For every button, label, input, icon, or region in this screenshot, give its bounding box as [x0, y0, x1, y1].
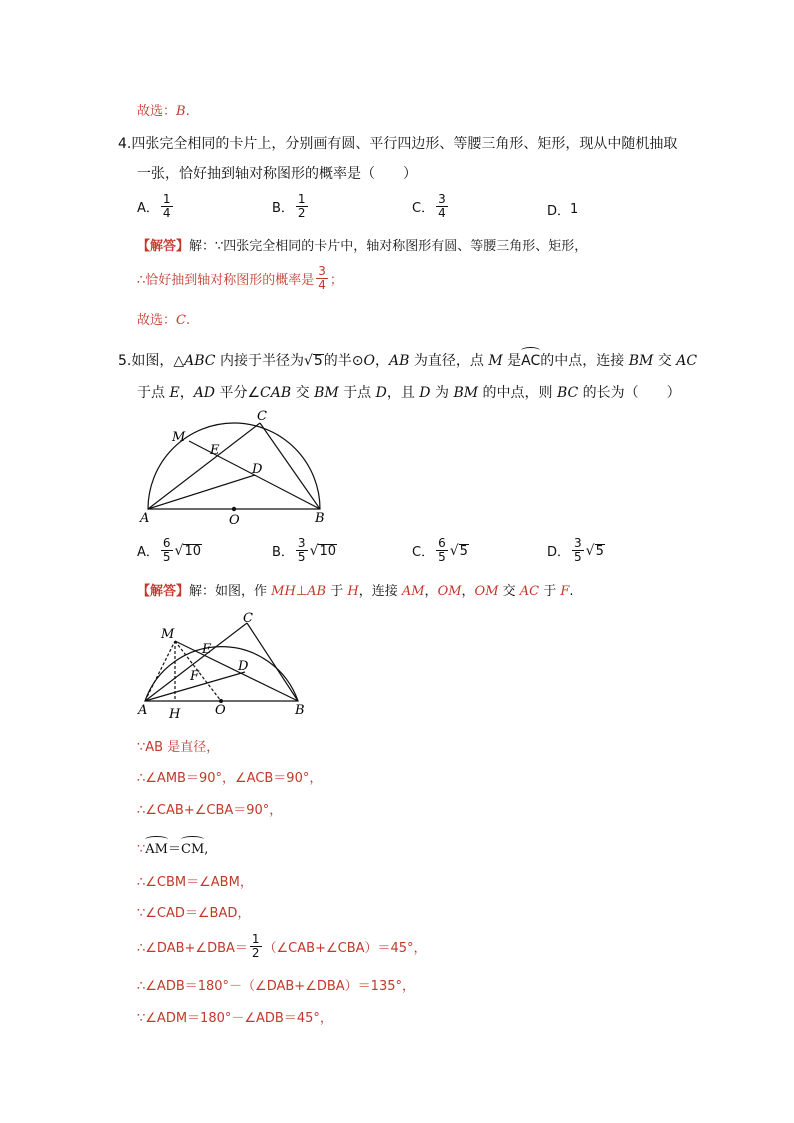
- center-point-o: [232, 507, 236, 511]
- q5-option-c: C． $\frac{6}{5}$ √ 5: [412, 536, 468, 564]
- arc-notation: AC: [521, 349, 540, 370]
- q5-step-5: ∴∠CBM＝∠ABM，: [137, 875, 253, 890]
- segment-ac: [148, 423, 260, 509]
- q5-option-d: D． $\frac{3}{5}$ √ 5: [547, 536, 604, 564]
- conclusion-prefix: 故选：: [137, 104, 177, 119]
- label-e: E: [210, 443, 220, 458]
- conclusion-suffix: .: [185, 104, 190, 119]
- label-e: E: [202, 642, 212, 657]
- q5-step-2: ∴∠AMB＝90°，∠ACB＝90°，: [137, 771, 323, 786]
- q5-step-6: ∵∠CAD＝∠BAD，: [137, 906, 251, 921]
- label-c: C: [257, 409, 267, 424]
- q4-option-b: [272, 193, 310, 220]
- option-label: D．: [547, 204, 571, 219]
- option-fraction: $\frac{1}{4}$: [162, 192, 171, 220]
- q4-answer-line1: [137, 238, 587, 256]
- segment-cb: [260, 423, 320, 509]
- label-a: A: [138, 703, 148, 718]
- q5-figure-1: [135, 408, 335, 528]
- conclusion-answer: B: [176, 104, 186, 119]
- label-o: O: [229, 513, 240, 528]
- q5-answer-intro: 【解答】解：如图，作 MH⊥AB 于 H，连接 AM，OM，OM 交 AC 于 F.: [137, 584, 574, 599]
- label-d: D: [238, 659, 249, 674]
- label-m: M: [172, 430, 186, 445]
- answer-text: 解：∵四张完全相同的卡片中，轴对称图形有圆、等腰三角形、矩形，: [189, 239, 588, 254]
- q5-stem-line1: 5.如图，△ABC 内接于半径为√5的半⊙O，AB 为直径，点 M 是AC的中点，连接 BM 交 AC: [118, 349, 697, 370]
- option-label: B．: [272, 201, 294, 216]
- option-label: A．: [137, 201, 159, 216]
- q5-option-b: B． $\frac{3}{5}$ √ 10: [272, 536, 337, 564]
- label-c: C: [243, 611, 253, 626]
- answer-fraction: $\frac{3}{4}$: [318, 264, 326, 292]
- option-label: C．: [412, 201, 435, 216]
- q5-step-9: ∵∠ADM＝180°－∠ADB＝45°，: [137, 1011, 333, 1026]
- q4-stem-line2: 一张，恰好抽到轴对称图形的概率是（ ）: [137, 166, 417, 182]
- segment-ad: [148, 475, 255, 509]
- option-fraction: $\frac{1}{2}$: [297, 192, 306, 220]
- label-a: A: [140, 511, 150, 526]
- q4-conclusion: 故选：C.: [137, 313, 191, 328]
- label-b: B: [315, 511, 325, 526]
- q5-step-4: ∵AM＝CM,: [137, 838, 208, 859]
- option-fraction: $\frac{3}{4}$: [438, 192, 446, 220]
- option-value: 1: [570, 202, 579, 217]
- q4-option-c: [412, 193, 450, 220]
- label-h: H: [169, 707, 181, 722]
- segment-cb: [247, 623, 298, 701]
- q5-stem-line2: 于点 E，AD 平分∠CAB 交 BM 于点 D，且 D 为 BM 的中点，则 BC 的长为（ ）: [137, 385, 681, 401]
- q4-stem-line1: 4.四张完全相同的卡片上，分别画有圆、平行四边形、等腰三角形、矩形，现从中随机抽取: [118, 136, 678, 152]
- label-b: B: [295, 703, 305, 718]
- q4-option-a: [137, 193, 175, 220]
- q5-step-1: ∵AB 是直径，: [137, 740, 220, 755]
- q4-option-d: [547, 200, 578, 219]
- label-d: D: [252, 462, 263, 477]
- q4-answer-line2: ∴恰好抽到轴对称图形的概率是 $\frac{3}{4}$ ；: [137, 264, 343, 292]
- q5-option-a: A． $\frac{6}{5}$ √ 10: [137, 536, 202, 564]
- q5-step-3: ∴∠CAB+∠CBA＝90°，: [137, 803, 283, 818]
- q5-step-7: ∴∠DAB+∠DBA＝ $\frac{1}{2}$ （∠CAB+∠CBA）＝45°，: [137, 932, 427, 960]
- answer-tag: 【解答】: [137, 239, 190, 254]
- segment-am-dashed: [145, 641, 175, 701]
- q5-step-8: ∴∠ADB＝180°－（∠DAB+∠DBA）＝135°，: [137, 979, 415, 994]
- label-o: O: [215, 703, 226, 718]
- label-m: M: [161, 627, 175, 642]
- q5-figure-2: [135, 610, 315, 725]
- label-f: F: [190, 669, 200, 684]
- q3-conclusion: [137, 103, 190, 121]
